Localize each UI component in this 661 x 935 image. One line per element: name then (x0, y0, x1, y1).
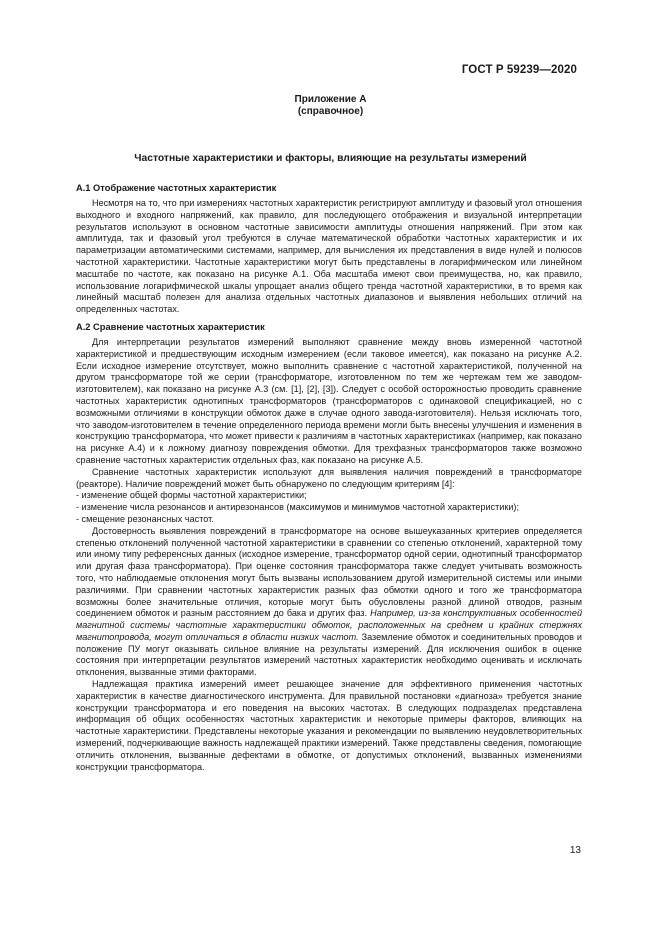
paragraph (76, 526, 582, 679)
paragraph: Для интерпретации результатов измерений выполняют сравнение между вновь измеренной частотной характеристикой и предшествующим исходным измерением (если таковое имеется), как показано на рисунке А.2. Если исходное измерение отсутствует, можно выполнить сравнение с частотной характеристикой, полученной на другом трансформаторе той же серии (трансформаторе, изготовленном по тем же чертежам тем же заводом-изготовителем), как показано на рисунке А.3 (см. [1], [2], [3]). Следует с особой осторожностью проводить сравнение частотных характеристик однотипных трансформаторов (трансформаторов с одинаковой спецификацией, но с возможными отличиями в конструкции обмоток даже в случае одного завода-изготовителя). Нельзя исключать того, что заводом-изготовителем в течение определенного периода времени могли быть внесены улучшения и изменения в конструкцию трансформатора, что может привести к различиям в частотных характеристиках (например, как показано на рисунке А.4) и к ложному диагнозу повреждения обмотки. Для трехфазных трансформаторов также возможно сравнение частотных характеристик отдельных фаз, как показано на рисунке А.5. (76, 336, 582, 465)
italic-example: Например, из-за конструктивных особенностей магнитной системы частотные характеристики обмоток, расположенных на среднем и крайних стержнях магнитопровода, могут отличаться в области низких частот. (76, 608, 583, 642)
criteria-list (76, 490, 582, 525)
section-heading-a2: А.2 Сравнение частотных характеристик (76, 321, 265, 332)
body-text (76, 182, 582, 773)
appendix-label: Приложение А (294, 94, 367, 105)
page-number: 13 (569, 845, 581, 856)
appendix-note: (справочное) (297, 106, 364, 117)
paragraph-part: Заземление обмоток и соединительных проводов и положение ПУ могут оказывать сильное влияние на результаты измерений. Для исключения ошибок в оценке состояния при интерпретации результатов измерений частотных характеристик необходимо оценивать и исключать отклонения, вызванные этими факторами. (76, 631, 582, 678)
list-item: - изменение общей формы частотной характеристики; (76, 490, 307, 501)
paragraph: Надлежащая практика измерений имеет решающее значение для эффективного применения частотных характеристик в качестве диагностического инструмента. Для правильной постановки «диагноза» требуется знание конструкции трансформатора и его поведения на высоких частотах. В следующих подразделах представлена информация об общих особенностях частотных характеристик и некоторые примеры факторов, влияющих на частотные характеристики. Представлены некоторые указания и рекомендации по выявлению неудовлетворительных измерений, подчеркивающие важность надлежащей практики измерений. Также представлены сведения, помогающие отличить отклонения, вызванные дефектами в обмотке, от допустимых отклонений, вызванных изменениями конструкции трансформатора. (76, 679, 582, 772)
paragraph: Сравнение частотных характеристик используют для выявления наличия повреждений в трансформаторе (реакторе). Наличие повреждений может быть обнаружено по следующим критериям [4]: (76, 466, 582, 489)
paragraph-part: Достоверность выявления повреждений в трансформаторе на основе вышеуказанных критериев определяется степенью отклонений полученной частотной характеристики в сравнении со степенью отклонений, характерной тому или иному типу референсных данных (исходное измерение, трансформатор одной серии, однотипный трансформатор или другая фаза трансформатора). При оценке состояния трансформатора также следует учитывать возможность того, что наблюдаемые отклонения могут быть вызваны использованием другой измерительной системы или иными различиями. При сравнении частотных характеристик разных фаз обмотки одного и того же трансформатора возможны более значительные отличия, которые могут быть обусловлены разной длиной отводов, разным соединением обмоток и разным расстоянием до бака и других фаз. (76, 525, 582, 619)
list-item: - смещение резонансных частот. (76, 513, 214, 524)
list-item: - изменение числа резонансов и антирезонансов (максимумов и минимумов частотной характеристики); (76, 502, 519, 513)
appendix-title: Частотные характеристики и факторы, влияющие на результаты измерений (134, 153, 527, 164)
section-heading-a1: А.1 Отображение частотных характеристик (76, 183, 277, 193)
document-standard-number: ГОСТ Р 59239—2020 (461, 64, 577, 76)
appendix-heading (0, 94, 661, 118)
paragraph: Несмотря на то, что при измерениях частотных характеристик регистрируют амплитуду и фазовый угол отношения выходного и входного напряжений, как правило, для последующего отображения и визуальной интерпретации результатов используют в основном частотные зависимости амплитуды отношения напряжений. При этом как амплитуда, так и фазовый угол требуются в случае математической обработки частотных характеристик и их параметризации автоматическими системами, например, для вычисления их представления в виде нулей и полюсов частотной характеристики. Частотные характеристики могут быть представлены в логарифмическом или линейном масштабе по частоте, как показано на рисунке А.1. Оба масштаба имеют свои преимущества, но, как правило, использование логарифмической шкалы упрощает анализ общего тренда частотной характеристики, в то время как линейный масштаб полезен для анализа отдельных частотных диапазонов и выявления небольших отличий на определенных частотах. (76, 198, 582, 315)
